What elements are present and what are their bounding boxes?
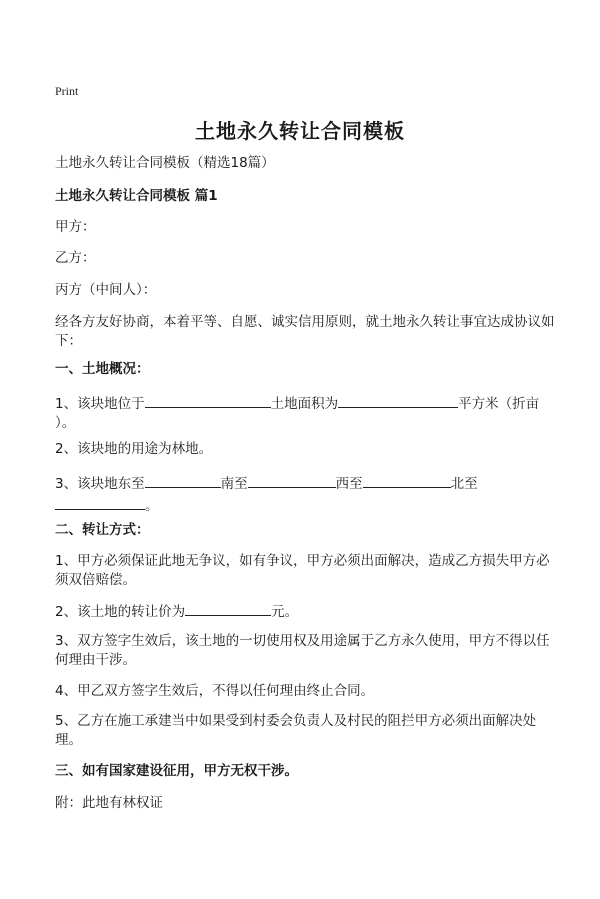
item3-text-e: 。 <box>145 498 159 514</box>
price-blank[interactable] <box>185 600 271 616</box>
item3-text-d: 北至 <box>450 476 478 492</box>
section-heading: 土地永久转让合同模板 篇1 <box>55 188 218 204</box>
item2-text-b: 元。 <box>271 604 299 620</box>
section1-heading: 一、土地概况： <box>55 361 150 377</box>
item1-text-a: 1、该块地位于 <box>55 396 145 412</box>
west-blank[interactable] <box>363 472 451 488</box>
intro-paragraph: 经各方友好协商，本着平等、自愿、诚实信用原则，就土地永久转让事宜达成协议如下： <box>55 314 555 349</box>
document-subtitle: 土地永久转让合同模板（精选18篇） <box>55 155 275 171</box>
item1-text-d: ）。 <box>55 415 76 431</box>
location-blank[interactable] <box>145 392 271 408</box>
item1-text-c: 平方米（折亩 <box>458 396 540 412</box>
section2-item2 <box>55 600 555 622</box>
item1-text-b: 土地面积为 <box>270 396 339 412</box>
section2-item4: 4、甲乙双方签字生效后，不得以任何理由终止合同。 <box>55 683 375 699</box>
east-blank[interactable] <box>145 472 221 488</box>
party-a-line: 甲方： <box>55 219 96 235</box>
section2-item1: 1、甲方必须保证此地无争议，如有争议，甲方必须出面解决，造成乙方损失甲方必须双倍赔偿。 <box>55 553 550 588</box>
item3-text-b: 南至 <box>220 476 248 492</box>
item2-text-a: 2、该土地的转让价为 <box>55 604 186 620</box>
section2-heading: 二、转让方式： <box>55 522 150 538</box>
section1-item2: 2、该块地的用途为林地。 <box>55 441 213 457</box>
section1-item1 <box>55 392 555 433</box>
party-b-line: 乙方： <box>55 250 96 266</box>
party-c-line: 丙方（中间人）： <box>55 282 157 298</box>
section2-item5: 5、乙方在施工承建当中如果受到村委会负责人及村民的阻拦甲方必须出面解决处理。 <box>55 713 537 748</box>
section2-item3: 3、双方签字生效后，该土地的一切使用权及用途属于乙方永久使用，甲方不得以任何理由干涉。 <box>55 633 550 668</box>
south-blank[interactable] <box>248 472 336 488</box>
print-label: Print <box>55 84 79 98</box>
item3-text-c: 西至 <box>335 476 363 492</box>
area-blank[interactable] <box>338 392 458 408</box>
item3-text-a: 3、该块地东至 <box>55 476 145 492</box>
section3-heading: 三、如有国家建设征用，甲方无权干涉。 <box>55 763 298 779</box>
north-blank[interactable] <box>55 494 145 510</box>
document-title: 土地永久转让合同模板 <box>195 119 405 143</box>
attachment-line: 附：此地有林权证 <box>55 795 163 811</box>
section1-item3 <box>55 472 555 516</box>
